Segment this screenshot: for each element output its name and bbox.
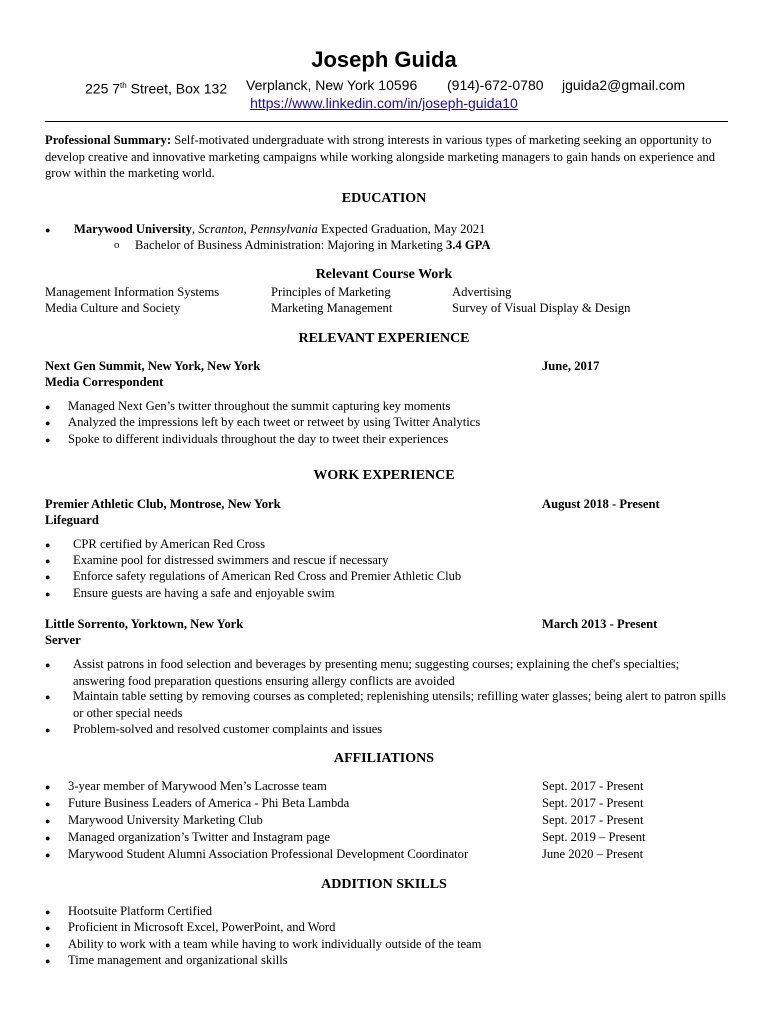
job-organization: Premier Athletic Club, Montrose, New York <box>45 497 281 511</box>
list-item: CPR certified by American Red Cross <box>73 537 266 551</box>
job-date: August 2018 - Present <box>542 497 660 511</box>
bullet-icon: ● <box>45 402 51 412</box>
course: Management Information Systems <box>45 285 220 299</box>
affiliation-date: Sept. 2019 – Present <box>542 830 646 844</box>
job-role: Media Correspondent <box>45 375 164 389</box>
course: Advertising <box>452 285 512 299</box>
graduation-date: Expected Graduation, May 2021 <box>317 222 486 236</box>
city: Verplanck, New York 10596 <box>246 77 418 93</box>
bullet-icon: ● <box>45 589 51 599</box>
sub-bullet-icon: o <box>114 239 120 251</box>
list-item: Assist patrons in food selection and beverages by presenting menu; suggesting courses; explaining the chef's specialties; answering food preparation questions ensuring allergy conflicts are avoided <box>73 657 680 688</box>
course: Marketing Management <box>271 301 393 315</box>
skill-item: Time management and organizational skills <box>68 953 288 967</box>
bullet-icon: ● <box>45 418 51 428</box>
bullet-icon: ● <box>45 833 51 843</box>
comma: , <box>191 222 199 236</box>
list-item: Enforce safety regulations of American Red Cross and Premier Athletic Club <box>73 569 462 583</box>
bullet-icon: ● <box>45 660 51 670</box>
bullet-icon: ● <box>45 556 51 566</box>
list-item: Maintain table setting by removing courses as completed; replenishing utensils; refilling water glasses; being alert to patron spills or other special needs <box>73 689 726 720</box>
list-item: Problem-solved and resolved customer complaints and issues <box>73 722 383 736</box>
degree: Bachelor of Business Administration: Majoring in Marketing <box>135 238 446 252</box>
degree-line <box>135 237 491 254</box>
affiliations-heading: AFFILIATIONS <box>333 751 435 766</box>
affiliation-item: Managed organization’s Twitter and Instagram page <box>68 830 330 844</box>
job-date: March 2013 - Present <box>542 617 658 631</box>
linkedin-link[interactable]: https://www.linkedin.com/in/joseph-guida10 <box>250 95 518 111</box>
affiliation-item: Marywood Student Alumni Association Professional Development Coordinator <box>68 847 469 861</box>
address-ordinal: th <box>120 81 127 90</box>
bullet-icon: ● <box>45 907 51 917</box>
affiliation-item: Future Business Leaders of America - Phi Beta Lambda <box>68 796 350 810</box>
education-heading: EDUCATION <box>341 191 427 206</box>
bullet-icon: ● <box>45 782 51 792</box>
job-role: Server <box>45 633 81 647</box>
list-item: Examine pool for distressed swimmers and rescue if necessary <box>73 553 389 567</box>
course: Principles of Marketing <box>271 285 391 299</box>
bullet-icon: ● <box>45 850 51 860</box>
list-item: Ensure guests are having a safe and enjoyable swim <box>73 586 335 600</box>
bullet-icon: ● <box>45 816 51 826</box>
course: Media Culture and Society <box>45 301 181 315</box>
summary-text: Self-motivated undergraduate with strong interests in various types of marketing seeking an opportunity to develop creative and innovative marketing campaigns while working alongside marketing managers to gain hands on experience and grow within the marketing world. <box>45 133 716 181</box>
list-item: Managed Next Gen’s twitter throughout the summit capturing key moments <box>68 399 451 413</box>
course: Survey of Visual Display & Design <box>452 301 631 315</box>
skill-item: Proficient in Microsoft Excel, PowerPoint, and Word <box>68 920 336 934</box>
job-date: June, 2017 <box>542 359 600 373</box>
education-school-line <box>74 221 485 238</box>
bullet-icon: ● <box>45 540 51 550</box>
skills-heading: ADDITION SKILLS <box>321 877 447 892</box>
work-experience-heading: WORK EXPERIENCE <box>313 468 455 483</box>
affiliation-item: Marywood University Marketing Club <box>68 813 263 827</box>
affiliation-date: Sept. 2017 - Present <box>542 813 644 827</box>
email[interactable]: jguida2@gmail.com <box>562 77 686 93</box>
list-item: Analyzed the impressions left by each tweet or retweet by using Twitter Analytics <box>68 415 481 429</box>
bullet-icon: ● <box>45 692 51 702</box>
job-role: Lifeguard <box>45 513 99 527</box>
phone: (914)-672-0780 <box>447 77 544 93</box>
address-number: 225 7 <box>85 80 121 97</box>
candidate-name: Joseph Guida <box>311 47 457 72</box>
list-item: Spoke to different individuals throughout the day to tweet their experiences <box>68 432 449 446</box>
bullet-icon: ● <box>45 225 51 235</box>
school-location: Scranton, Pennsylvania <box>198 222 318 236</box>
affiliation-date: Sept. 2017 - Present <box>542 796 644 810</box>
affiliation-item: 3-year member of Marywood Men’s Lacrosse team <box>68 779 327 793</box>
summary-label: Professional Summary: <box>45 133 172 147</box>
professional-summary <box>45 132 735 182</box>
coursework-heading: Relevant Course Work <box>315 267 453 282</box>
address-street: Street, Box 132 <box>126 80 228 97</box>
header-divider <box>45 121 728 122</box>
gpa: 3.4 GPA <box>445 238 491 252</box>
job-organization: Little Sorrento, Yorktown, New York <box>45 617 244 631</box>
bullet-icon: ● <box>45 435 51 445</box>
job-organization: Next Gen Summit, New York, New York <box>45 359 261 373</box>
affiliation-date: June 2020 – Present <box>542 847 644 861</box>
bullet-icon: ● <box>45 940 51 950</box>
bullet-icon: ● <box>45 923 51 933</box>
bullet-icon: ● <box>45 725 51 735</box>
skill-item: Hootsuite Platform Certified <box>68 904 213 918</box>
affiliation-date: Sept. 2017 - Present <box>542 779 644 793</box>
bullet-icon: ● <box>45 956 51 966</box>
school-name: Marywood University <box>74 222 192 236</box>
bullet-icon: ● <box>45 799 51 809</box>
bullet-icon: ● <box>45 572 51 582</box>
skill-item: Ability to work with a team while having to work individually outside of the team <box>68 937 482 951</box>
relevant-experience-heading: RELEVANT EXPERIENCE <box>298 331 470 346</box>
